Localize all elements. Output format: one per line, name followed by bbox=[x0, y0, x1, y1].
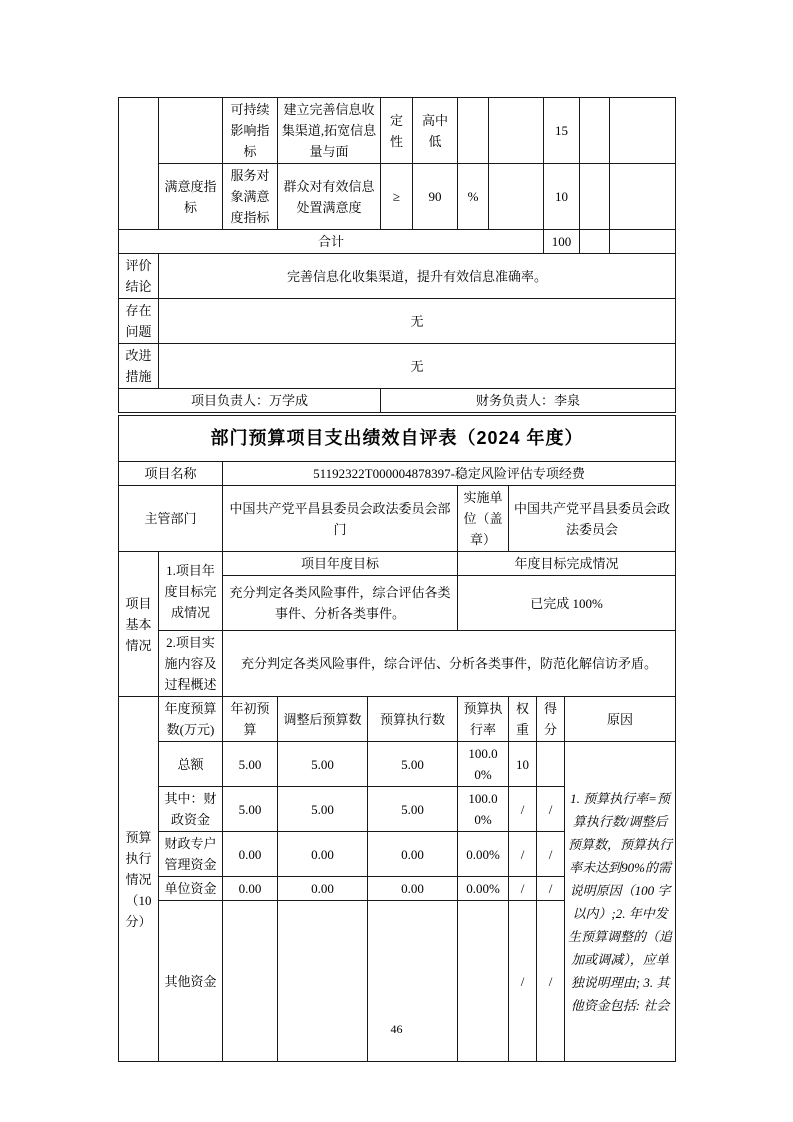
budget-rate-cell: 100.00% bbox=[458, 742, 509, 787]
target-value-cell: 高中低 bbox=[413, 98, 458, 164]
budget-initial-cell: 0.00 bbox=[223, 877, 278, 901]
department-label: 主管部门 bbox=[119, 486, 223, 552]
budget-executed-cell: 0.00 bbox=[368, 877, 458, 901]
remark-cell bbox=[610, 164, 676, 230]
impl-unit-value: 中国共产党平昌县委员会政法委员会 bbox=[509, 486, 676, 552]
budget-executed-cell bbox=[368, 901, 458, 1062]
budget-adjusted-cell: 5.00 bbox=[278, 787, 368, 832]
finance-leader-cell: 财务负责人：李泉 bbox=[381, 389, 676, 413]
impl-unit-label: 实施单位（盖章） bbox=[458, 486, 509, 552]
actual-value-cell bbox=[489, 98, 544, 164]
budget-score-cell bbox=[537, 742, 565, 787]
total-score-cell: 100 bbox=[544, 230, 580, 254]
total-label: 合计 bbox=[119, 230, 544, 254]
indicator-category-cell bbox=[159, 98, 223, 164]
improvements-label: 改进措施 bbox=[119, 344, 159, 389]
problems-text: 无 bbox=[159, 299, 676, 344]
budget-header-adjusted: 调整后预算数 bbox=[278, 697, 368, 742]
unit-cell bbox=[458, 98, 489, 164]
budget-weight-cell: / bbox=[509, 787, 537, 832]
budget-adjusted-cell: 0.00 bbox=[278, 832, 368, 877]
budget-weight-cell: / bbox=[509, 877, 537, 901]
indicator-category-cell: 满意度指标 bbox=[159, 164, 223, 230]
metric-nature-cell: ≥ bbox=[381, 164, 413, 230]
budget-rate-cell: 0.00% bbox=[458, 832, 509, 877]
remark-cell bbox=[610, 98, 676, 164]
score-cell: 10 bbox=[544, 164, 580, 230]
budget-adjusted-cell: 0.00 bbox=[278, 877, 368, 901]
budget-adjusted-cell: 5.00 bbox=[278, 742, 368, 787]
budget-section-label: 预算执行情况（10分） bbox=[119, 697, 159, 1062]
budget-score-cell: / bbox=[537, 901, 565, 1062]
indicator-group-cell bbox=[119, 98, 159, 230]
budget-weight-cell: / bbox=[509, 901, 537, 1062]
budget-row-name: 财政专户管理资金 bbox=[159, 832, 223, 877]
budget-header-rate: 预算执行率 bbox=[458, 697, 509, 742]
page-number: 46 bbox=[390, 1022, 403, 1036]
project-name-label: 项目名称 bbox=[119, 462, 223, 486]
goal-text: 充分判定各类风险事件，综合评估各类事件、分析各类事件。 bbox=[223, 576, 458, 631]
budget-row-name: 其他资金 bbox=[159, 901, 223, 1062]
budget-header-initial: 年初预算 bbox=[223, 697, 278, 742]
budget-executed-cell: 0.00 bbox=[368, 832, 458, 877]
department-value: 中国共产党平昌县委员会政法委员会部门 bbox=[223, 486, 458, 552]
budget-rate-cell: 0.00% bbox=[458, 877, 509, 901]
budget-adjusted-cell bbox=[278, 901, 368, 1062]
project-name-value: 51192322T000004878397-稳定风险评估专项经费 bbox=[223, 462, 676, 486]
self-score-cell bbox=[580, 98, 610, 164]
budget-weight-cell: / bbox=[509, 832, 537, 877]
empty-cell bbox=[580, 230, 610, 254]
budget-executed-cell: 5.00 bbox=[368, 742, 458, 787]
indicator-content-cell: 建立完善信息收集渠道,拓宽信息量与面 bbox=[278, 98, 381, 164]
unit-cell: % bbox=[458, 164, 489, 230]
budget-header-reason: 原因 bbox=[565, 697, 676, 742]
budget-row-name: 总额 bbox=[159, 742, 223, 787]
metric-nature-cell: 定性 bbox=[381, 98, 413, 164]
budget-header-weight: 权重 bbox=[509, 697, 537, 742]
budget-initial-cell: 0.00 bbox=[223, 832, 278, 877]
impl-section-text: 充分判定各类风险事件，综合评估、分析各类事件，防范化解信访矛盾。 bbox=[223, 631, 676, 697]
completion-text: 已完成 100% bbox=[458, 576, 676, 631]
improvements-text: 无 bbox=[159, 344, 676, 389]
budget-weight-cell: 10 bbox=[509, 742, 537, 787]
budget-initial-cell: 5.00 bbox=[223, 787, 278, 832]
goal-section-label: 1.项目年度目标完成情况 bbox=[159, 552, 223, 631]
self-evaluation-table bbox=[118, 415, 676, 1062]
budget-score-cell: / bbox=[537, 877, 565, 901]
completion-header: 年度目标完成情况 bbox=[458, 552, 676, 576]
budget-header-score: 得分 bbox=[537, 697, 565, 742]
budget-executed-cell: 5.00 bbox=[368, 787, 458, 832]
indicator-subtype-cell: 可持续影响指标 bbox=[223, 98, 278, 164]
budget-score-cell: / bbox=[537, 787, 565, 832]
budget-score-cell: / bbox=[537, 832, 565, 877]
empty-cell bbox=[610, 230, 676, 254]
impl-section-label: 2.项目实施内容及过程概述 bbox=[159, 631, 223, 697]
conclusion-label: 评价结论 bbox=[119, 254, 159, 299]
score-cell: 15 bbox=[544, 98, 580, 164]
actual-value-cell bbox=[489, 164, 544, 230]
table-title: 部门预算项目支出绩效自评表（2024 年度） bbox=[119, 416, 676, 462]
indicator-content-cell: 群众对有效信息处置满意度 bbox=[278, 164, 381, 230]
budget-row-name: 单位资金 bbox=[159, 877, 223, 901]
budget-reason-text: 1. 预算执行率=预算执行数/调整后预算数，预算执行率未达到90%的需说明原因（100 字以内）;2. 年中发生预算调整的（追加或调减），应单独说明理由; 3. 其他资金包括: 社会 bbox=[565, 742, 676, 1062]
budget-initial-cell: 5.00 bbox=[223, 742, 278, 787]
indicator-summary-table bbox=[118, 97, 676, 413]
budget-row-name: 其中：财政资金 bbox=[159, 787, 223, 832]
project-leader-cell: 项目负责人：万学成 bbox=[119, 389, 381, 413]
budget-initial-cell bbox=[223, 901, 278, 1062]
self-score-cell bbox=[580, 164, 610, 230]
budget-rate-cell bbox=[458, 901, 509, 1062]
budget-header-executed: 预算执行数 bbox=[368, 697, 458, 742]
budget-header-category: 年度预算数(万元) bbox=[159, 697, 223, 742]
conclusion-text: 完善信息化收集渠道，提升有效信息准确率。 bbox=[159, 254, 676, 299]
indicator-subtype-cell: 服务对象满意度指标 bbox=[223, 164, 278, 230]
target-value-cell: 90 bbox=[413, 164, 458, 230]
problems-label: 存在问题 bbox=[119, 299, 159, 344]
budget-rate-cell: 100.00% bbox=[458, 787, 509, 832]
goal-header: 项目年度目标 bbox=[223, 552, 458, 576]
basic-info-label: 项目基本情况 bbox=[119, 552, 159, 697]
